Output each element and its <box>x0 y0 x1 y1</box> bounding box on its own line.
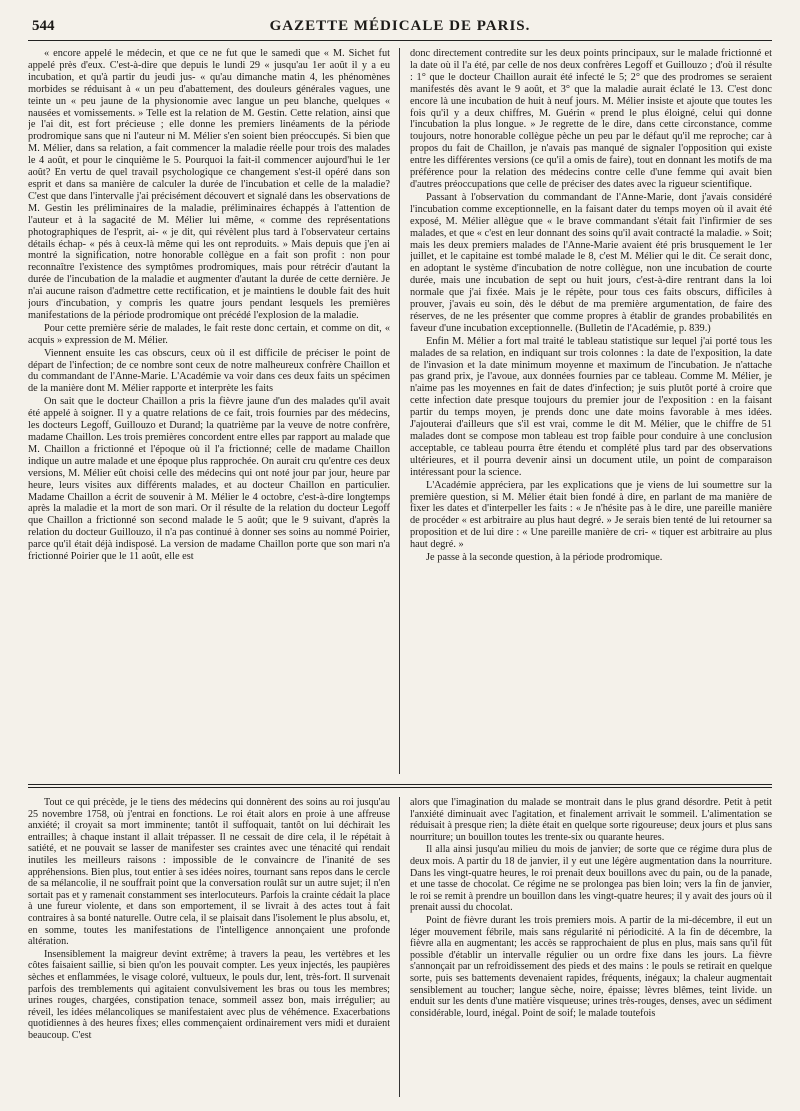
paragraph: alors que l'imagination du malade se montrait dans le plus grand désordre. Petit à petit l'anxiété diminuait avec l'agitation, et finalement arrivait le sommeil. L'alimentation se réduisait à presque rien; la diète était en quelque sorte rigoureuse; deux jours et plus sans nourriture; un bouillon toutes les trente-six ou quarante heures. <box>410 797 772 843</box>
column-divider <box>399 797 400 1097</box>
paragraph: Enfin M. Mélier a fort mal traité le tableau statistique sur lequel j'ai porté tous les malades de sa relation, en indiquant sur trois colonnes : la date de l'exposition, la date de l'invasion et la date minimum moyenne et maximum de l'incubation. Je n'attache pas grand prix, je l'avoue, aux données fournies par ce tableau. Comme M. Mélier, je n'aime pas les moyennes en fait de dates d'infection; je suis plutôt porté à croire que cette infection date presque toujours du premier jour de l'exposition : en la faisant partir du temps moyen, je prends donc une date moins favorable à mes idées. J'ajouterai d'ailleurs que s'il est vrai, comme le dit M. Mélier, que le chiffre de 51 malades dont se compose mon tableau est trop faible pour conduire à une conclusion acceptable, ce tableau pourra être étendu et complété plus tard par des observations ultérieures, et il pourra devenir ainsi un document utile, un point de comparaison intéressant pour la science. <box>410 335 772 478</box>
feuilleton-left-column <box>28 797 390 1097</box>
paragraph: Pour cette première série de malades, le fait reste donc certain, et comme on dit, « acquis » expression de M. Mélier. <box>28 322 390 346</box>
paragraph: Il alla ainsi jusqu'au milieu du mois de janvier; de sorte que ce régime dura plus de deux mois. A partir du 18 de janvier, il y eut une légère augmentation dans la nourriture. Dans les vingt-quatre heures, le roi prenait deux bouillons avec du pain, ou de la panade, et une tasse de chocolat. Ce régime ne se prolongea pas bien loin; vers la fin de janvier, le roi se remit à prendre un bouillon dans les vingt-quatre heures; il y avait des jours où il prenait aussi du chocolat. <box>410 844 772 914</box>
paragraph: Je passe à la seconde question, à la période prodromique. <box>426 552 663 564</box>
top-right-column <box>410 48 772 768</box>
paragraph: Point de fièvre durant les trois premiers mois. A partir de la mi-décembre, il eut un léger mouvement fébrile, mais sans régularité ni périodicité. A la fin de décembre, la fièvre alla en augmentant; les accès se rapprochaient de plus en plus, mais sans qu'il fût possible d'établir un intervalle régulier ou un ordre fixe dans les jours. La fièvre s'annonçait par un refroidissement des pieds et des mains : le pouls se retirait en quelque sorte, puis ses battements devenaient rapides, fréquents, inégaux; la chaleur augmentait sensiblement au toucher; langue sèche, noire, épaisse; lèvres blêmes, teint livide. un enduit sur les dents d'une matière visqueuse; urines très-rouges, denses, avec un sédiment considérable, lourd, inégal. Point de soif; le malade toutefois <box>410 914 772 1019</box>
feuilleton-right-column <box>410 797 772 1097</box>
paragraph: On sait que le docteur Chaillon a pris la fièvre jaune d'un des malades qu'il avait été appelé à soigner. Il y a quatre relations de ce fait, trois fournies par des médecins, les docteurs Legoff, Guillouzo et Durand; la quatrième par la veuve de notre confrère, madame Chaillon. Les trois premières concordent entre elles par rapport au malade que M. Chaillon a frictionné et l'époque où il l'a frictionné; celle de madame Chaillon indique un autre malade et une époque plus rapprochée. On aurait cru qu'entre ces deux versions, M. Mélier eût choisi celle des médecins qui ont noté jour par jour, heure par heure, leurs visites aux différents malades, et au docteur Chaillon en particulier. Madame Chaillon a écrit de souvenir à M. Mélier le 4 octobre, c'est-à-dire longtemps après la maladie et la mort de son mari. Or il résulte de la relation du docteur Legoff que Chaillon a frictionné son second malade le 5 août; que le 9 suivant, d'après la relation du docteur Guillouzo, il n'a pas continué à donner ses soins au nommé Poirier, parce qu'il était déjà indisposé. La version de madame Chaillon porte que son mari n'a frictionné Poirier que le 11 août, elle est <box>28 396 390 563</box>
paragraph: Tout ce qui précède, je le tiens des médecins qui donnèrent des soins au roi jusqu'au 25 novembre 1758, où j'entrai en fonctions. Le roi était alors en proie à une affreuse anxiété; il croyait sa mort imminente; tantôt il suffoquait, tantôt on lui déchirait les entrailles; à chaque instant il allait trépasser. Il ne cessait de dire cela, il le répétait à satiété, et ne pouvait se lasser de manifester ses craintes avec une ténacité qui rendait inutiles les meilleurs raisons : impossible de le convaincre de l'inanité de ses appréhensions. Bien plus, tout entier à ses idées noires, tournant sans repos dans le cercle de sa mélancolie, il ne souffrait point que la conversation roulât sur un autre sujet; il n'en sortait pas et y ramenait constamment ses interlocuteurs. Parfois la crainte cédait la place à une fureur violente, et dans son emportement, il se livrait à des actes tout à fait contraires à sa bonté naturelle. Outre cela, il se plaisait dans l'isolement le plus absolu, et, en somme, toutes les manifestations de l'intelligence annonçaient une profonde altération. <box>28 797 390 948</box>
top-left-column <box>28 48 390 768</box>
paragraph: Insensiblement la maigreur devint extrême; à travers la peau, les vertèbres et les côtes faisaient saillie, si bien qu'on les pouvait compter. Les yeux injectés, les paupières sèches et enflammées, le visage coloré, vultueux, le pouls dur, lent, très-fort. Il survenait parfois des tremblements qui agitaient convulsivement les bras ou tous les membres; urines rouges, chargées, constipation tenace, sommeil assez bon, mais irrégulier; au réveil, les idées mélancoliques se manifestaient avec plus de véhémence. Exacerbations quotidiennes à des heures fixes; elles commençaient ordinairement vers midi et duraient beaucoup. C'est <box>28 948 390 1041</box>
paragraph: « encore appelé le médecin, et que ce ne fut que le samedi que « M. Sichet fut appelé près d'eux. C'est-à-dire que depuis le lundi 29 « jusqu'au 1er août il y a eu incubation, et qu'à partir du jeudi jus- « qu'au dimanche matin 4, les phénomènes morbides se réduisant à « un peu d'abattement, des douleurs générales vagues, une teinte un « peu jaune de la physionomie avec langue un peu blanche, quelques « nausées et vomissements. » Telle est la relation de M. Gestin. Cette relation, ainsi que je l'ai dit, est fort précieuse ; elle donne les premiers linéaments de la période prodromique sans que ni l'auteur ni M. Mélier s'en soient bien préoccupés. Si bien que M. Mélier, dans sa relation, a fait commencer la maladie réelle pour trois des malades le 4 août, et pour le cinquième le 5. Pourquoi la fait-il commencer aujourd'hui le 1er août? En vertu de quel travail psychologique ce changement s'est-il opéré dans son esprit et dans sa manière de calculer la durée de l'incubation et celle de la maladie? C'est que dans l'intervalle j'ai précisément découvert et signalé dans les observations de M. Gestin les préliminaires de la maladie, préliminaires échappés à l'attention de l'auteur et à la sagacité de M. Mélier lui même, « comme des représentations photographiques de l'esprit, ai- « je dit, qui révèlent plus tard à l'observateur certains détails échap- « pés à ceux-là même qui les ont reproduits. » Mais depuis que j'en ai montré la signification, notre honorable collègue en a fait son profit : non pour reconnaître l'existence des symptômes prodromiques, mais pour rétrécir d'autant la durée de l'incubation de la maladie et augmenter d'autant la durée de cette dernière. Je n'ai aucune raison d'admettre cette rectification, et je maintiens le double fait des huit jours d'incubation, y compris les quatre jours pendant lesquels les premières manifestations de la période prodromique ont précédé l'explosion de la maladie. <box>28 48 390 321</box>
journal-title: GAZETTE MÉDICALE DE PARIS. <box>269 18 531 34</box>
section-separator <box>28 784 772 785</box>
page-number: 544 <box>32 18 55 34</box>
page-header <box>28 14 772 41</box>
column-divider <box>399 48 400 774</box>
paragraph: L'Académie appréciera, par les explications que je viens de lui soumettre sur la première question, si M. Mélier était bien fondé à dire, en parlant de ma manière de fixer les dates et d'interpeller les faits : « Je n'hésite pas à le dire, une pareille manière de procéder « est arbitraire au plus haut degré. » Je serais bien tenté de lui retourner sa proposition et de lui dire : « Une pareille manière de cri- « tiquer est arbitraire au plus haut degré. » <box>410 479 772 551</box>
paragraph: Passant à l'observation du commandant de l'Anne-Marie, dont j'avais considéré l'incubation comme exceptionnelle, en la faisant dater du temps moyen où il avait été exposé, M. Mélier allègue que « le brave commandant s'était fait l'infirmier de ses malades, et que « c'est en leur donnant des soins qu'il avait contracté la maladie. » Soit; mais les deux premiers malades de l'Anne-Marie avaient été pris brusquement le 1er juillet, et le capitaine est tombé malade le 8, c'est M. Mélier qui le dit. Ce serait donc, en adoptant le système d'incubation de notre collègue, non une incubation de courte durée, mais une incubation de sept ou huit jours, c'est-à-dire rentrant dans la loi normale que j'ai fixée. Mais je le répète, pour tous ces faits obscurs, difficiles à prouver, j'avais eu soin, dès le début de ma première argumentation, de faire des réserves, de ne les présenter que comme propres à établir de grandes probabilités en faveur d'une incubation exceptionnelle. (Bulletin de l'Académie, p. 839.) <box>410 191 772 334</box>
paragraph: donc directement contredite sur les deux points principaux, sur le malade frictionné et la date où il l'a été, par celle de nos deux confrères Legoff et Guillouzo ; d'où il résulte : 1° que le docteur Chaillon aurait été infecté le 5; 2° que des prodromes se seraient manifestés dès avant le 9 août, et 3° que la maladie aurait éclaté le 13. C'est donc encore là une incubation de huit à neuf jours. M. Mélier insiste et ajoute que toutes les fois qu'il y a deux chiffres, M. Guérin « prend le plus éloigné, celui qui donne l'incubation la plus longue. » Je regrette de le dire, dans cette circonstance, comme toujours, notre honorable collègue pèche un peu par le défaut qu'il me reproche; car à propos du fait de Chaillon, je n'avais pas manqué de signaler l'opposition qui existe entre les différentes versions (ce qu'il a omis de faire), tout en donnant les motifs de ma préférence pour la relation des médecins contre celle d'une femme qui avait bien d'autres préoccupations que celle de préciser des dates avec la rigueur scientifique. <box>410 48 772 190</box>
section-separator-thin <box>28 787 772 788</box>
paragraph: Viennent ensuite les cas obscurs, ceux où il est difficile de préciser le point de départ de l'infection; de ce nombre sont ceux de notre malheureux confrère Chaillon et du commandant de l'Anne-Marie. L'Académie va voir dans ces deux faits un spécimen de la manière dont M. Mélier rapporte et interprète les faits <box>28 347 390 395</box>
